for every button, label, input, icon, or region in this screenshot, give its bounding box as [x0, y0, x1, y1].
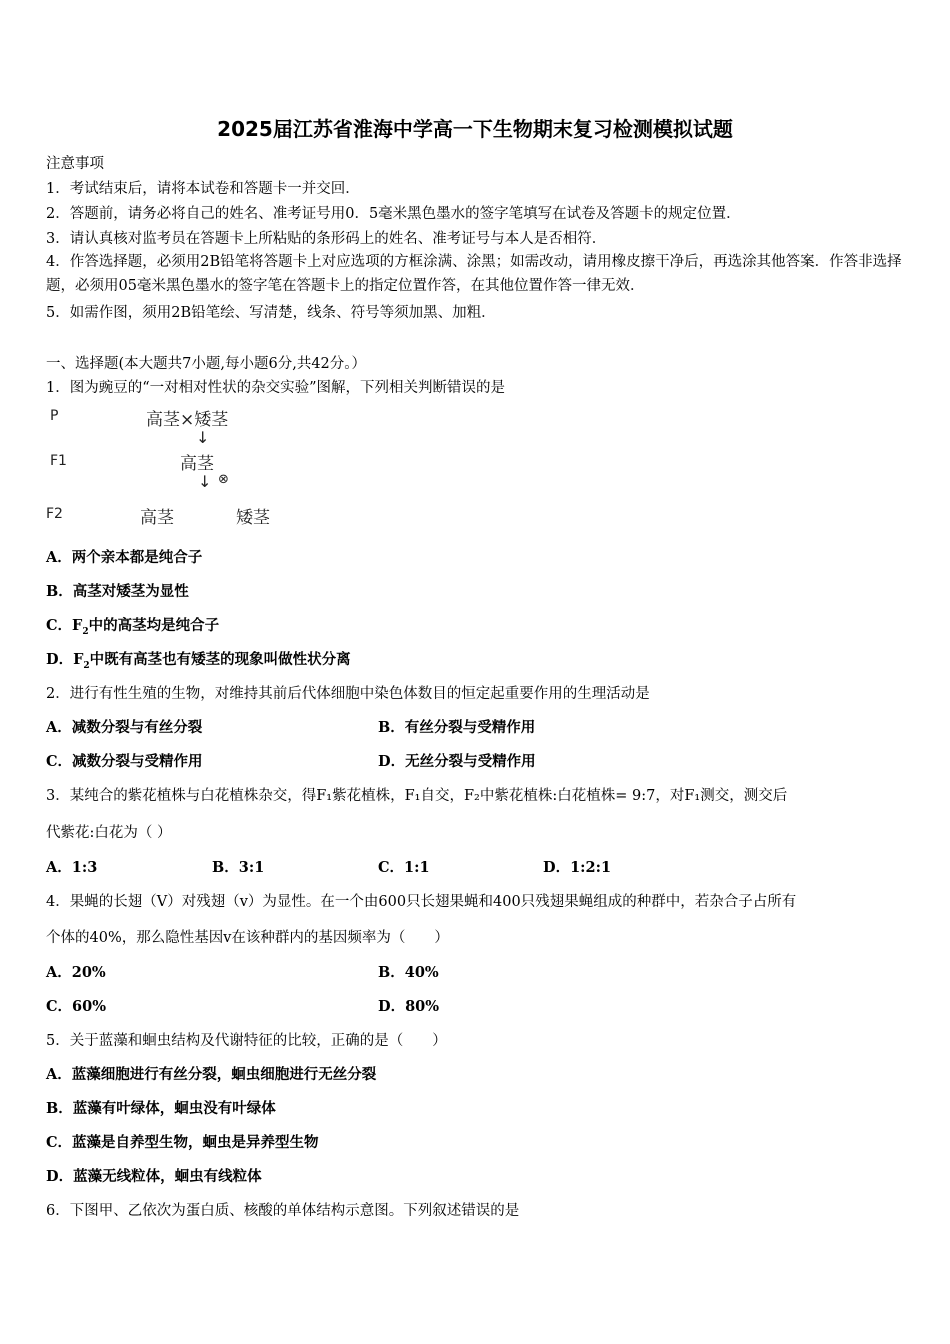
- section-heading: 一、选择题(本大题共7小题,每小题6分,共42分。）: [46, 356, 367, 372]
- q2-option-b: B．有丝分裂与受精作用: [378, 719, 536, 736]
- p-label: P: [50, 408, 59, 424]
- p-cross: 高茎×矮茎: [146, 410, 229, 430]
- self-cross-symbol: ⊗: [218, 472, 229, 487]
- question-6-stem: 6．下图甲、乙依次为蛋白质、核酸的单体结构示意图。下列叙述错误的是: [46, 1203, 520, 1219]
- question-1-stem: 1．图为豌豆的“一对相对性状的杂交实验”图解，下列相关判断错误的是: [46, 380, 506, 396]
- notice-item-4: 4．作答选择题，必须用2B铅笔将答题卡上对应选项的方框涂满、涂黑；如需改动，请用橡皮擦干净后，再选涂其他答案．作答非选择题，必须用05毫米黑色墨水的签字笔在答题卡上的指定位置作答，在其他位置作答一律无效．: [46, 254, 902, 294]
- q4-option-d: D．80%: [378, 998, 440, 1015]
- q5-option-a: A．蓝藻细胞进行有丝分裂，蛔虫细胞进行无丝分裂: [46, 1066, 377, 1083]
- q1-option-d: D．$F_2$中既有高茎也有矮茎的现象叫做性状分离: [46, 651, 351, 671]
- f1-label: F1: [50, 453, 67, 469]
- q2-option-c: C．减数分裂与受精作用: [46, 753, 203, 770]
- question-3-line-2: 代紫花:白花为（ ）: [46, 825, 172, 841]
- q1-option-b: B．高茎对矮茎为显性: [46, 583, 189, 600]
- question-4-line-2: 个体的40%，那么隐性基因v在该种群内的基因频率为（ ）: [46, 930, 449, 946]
- question-5-stem: 5．关于蓝藻和蛔虫结构及代谢特征的比较，正确的是（ ）: [46, 1033, 447, 1049]
- arrow-down-icon: ↓: [198, 472, 212, 491]
- q2-option-d: D．无丝分裂与受精作用: [378, 753, 536, 770]
- arrow-down-icon: ↓: [196, 428, 210, 447]
- q5-option-d: D．蓝藻无线粒体，蛔虫有线粒体: [46, 1168, 262, 1185]
- f2-tall: 高茎: [140, 508, 174, 528]
- notice-item-1: 1．考试结束后，请将本试卷和答题卡一并交回．: [46, 181, 360, 197]
- q3-option-d: D．1:2:1: [543, 859, 612, 876]
- q4-option-a: A．20%: [46, 964, 106, 981]
- question-2-stem: 2．进行有性生殖的生物，对维持其前后代体细胞中染色体数目的恒定起重要作用的生理活动是: [46, 686, 650, 702]
- f2-short: 矮茎: [236, 508, 270, 528]
- q4-option-b: B．40%: [378, 964, 439, 981]
- q4-option-c: C．60%: [46, 998, 106, 1015]
- notice-item-3: 3．请认真核对监考员在答题卡上所粘贴的条形码上的姓名、准考证号与本人是否相符．: [46, 231, 607, 247]
- q3-option-b: B．3:1: [212, 859, 265, 876]
- notice-item-5: 5．如需作图，须用2B铅笔绘、写清楚，线条、符号等须加黑、加粗．: [46, 305, 496, 321]
- f2-label: F2: [46, 506, 63, 522]
- q3-option-a: A．1:3: [46, 859, 98, 876]
- q5-option-c: C．蓝藻是自养型生物，蛔虫是异养型生物: [46, 1134, 319, 1151]
- notice-item-2: 2．答题前，请务必将自己的姓名、准考证号用0．5毫米黑色墨水的签字笔填写在试卷及答题卡的规定位置．: [46, 206, 741, 222]
- f1-plant: 高茎: [180, 454, 214, 474]
- question-3-line-1: 3．某纯合的紫花植株与白花植株杂交，得F₁紫花植株，F₁自交，F₂中紫花植株:白花植株= 9:7，对F₁测交，测交后: [46, 788, 788, 804]
- q1-option-a: A．两个亲本都是纯合子: [46, 549, 203, 566]
- notice-heading: 注意事项: [46, 156, 104, 172]
- cross-diagram: [46, 402, 306, 532]
- question-4-line-1: 4．果蝇的长翅（V）对残翅（v）为显性。在一个由600只长翅果蝇和400只残翅果蝇组成的种群中，若杂合子占所有: [46, 894, 797, 910]
- q1-option-c: C．$F_2$中的高茎均是纯合子: [46, 617, 220, 637]
- q5-option-b: B．蓝藻有叶绿体，蛔虫没有叶绿体: [46, 1100, 276, 1117]
- page-title: 2025届江苏省淮海中学高一下生物期末复习检测模拟试题: [217, 117, 733, 141]
- q3-option-c: C．1:1: [378, 859, 430, 876]
- q2-option-a: A．减数分裂与有丝分裂: [46, 719, 203, 736]
